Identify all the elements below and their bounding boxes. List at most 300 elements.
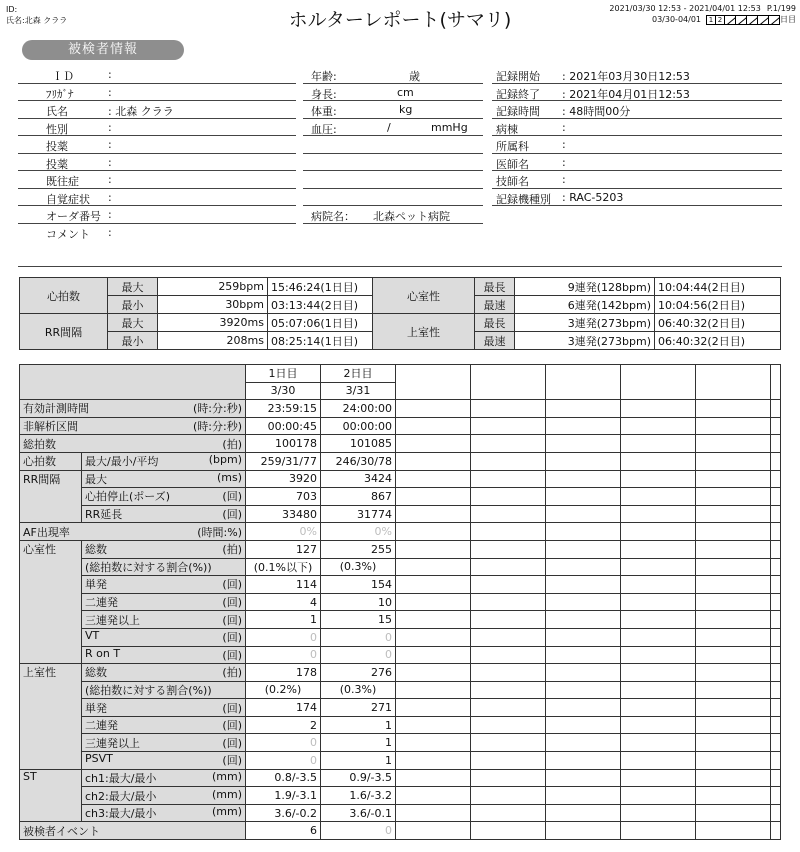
- stat-time: 06:40:32(2日目): [655, 314, 781, 332]
- stat-value: 6連発(142bpm): [515, 296, 655, 314]
- row-label-wrap: [85, 559, 242, 575]
- empty-day-cell: [471, 752, 546, 770]
- empty-day-cell: [471, 716, 546, 734]
- row-label-wrap: [85, 788, 242, 804]
- row-label-wrap: [85, 594, 242, 610]
- empty-day-cell: [696, 752, 771, 770]
- empty-day-cell: [471, 417, 546, 435]
- stat-type: 最大: [108, 278, 158, 296]
- row-unit: (回): [222, 719, 242, 733]
- info-label: 所属科: [496, 140, 529, 153]
- empty-day-cell: [696, 716, 771, 734]
- row-label-wrap: [23, 823, 242, 839]
- empty-day-cell: [471, 523, 546, 541]
- row-label-wrap: [85, 770, 242, 786]
- row-label-wrap: [85, 629, 242, 645]
- empty-day-cell: [396, 822, 471, 840]
- empty-day-cell: [696, 435, 771, 453]
- day2-value: 3.6/-0.1: [321, 804, 396, 822]
- empty-day-cell: [396, 646, 471, 664]
- empty-day-cell: [771, 435, 781, 453]
- empty-day-cell: [771, 593, 781, 611]
- empty-day-cell: [546, 822, 621, 840]
- stat-value: 208ms: [158, 332, 268, 350]
- stat-time: 15:46:24(1日目): [268, 278, 376, 296]
- row-sublabel: ch3:最大/最小: [85, 807, 157, 821]
- empty-day-cell: [771, 576, 781, 594]
- empty-day-cell: [621, 734, 696, 752]
- empty-day-cell: [546, 804, 621, 822]
- summary-row: [20, 593, 781, 611]
- empty-day-cell: [396, 540, 471, 558]
- row-unit: (mm): [211, 787, 242, 801]
- empty-day-cell: [696, 822, 771, 840]
- summary-row: [20, 523, 781, 541]
- day2-value: 276: [321, 664, 396, 682]
- header-record-info: [556, 3, 796, 25]
- row-label: [82, 470, 246, 488]
- day1-value: 703: [246, 488, 321, 506]
- empty-day-cell: [396, 505, 471, 523]
- empty-day-cell: [546, 470, 621, 488]
- empty-day-cell: [471, 593, 546, 611]
- row-label: [82, 540, 246, 558]
- info-value: : 北森 クララ: [108, 105, 174, 118]
- empty-day-cell: [546, 505, 621, 523]
- day1-value: 4: [246, 593, 321, 611]
- empty-day-cell: [471, 664, 546, 682]
- info-label: 技師名: [496, 175, 529, 188]
- empty-day-cell: [771, 769, 781, 787]
- summary-row: [20, 822, 781, 840]
- stat-time: 05:07:06(1日目): [268, 314, 376, 332]
- empty-day-cell: [621, 769, 696, 787]
- info-row-empty: [303, 154, 483, 172]
- day1-value: 1.9/-3.1: [246, 787, 321, 805]
- stat-type: 最小: [108, 332, 158, 350]
- empty-day-cell: [696, 593, 771, 611]
- row-label-wrap: [85, 717, 242, 733]
- stat-value: 30bpm: [158, 296, 268, 314]
- empty-day-cell: [696, 417, 771, 435]
- day2-value: 31774: [321, 505, 396, 523]
- info-value: :: [108, 190, 112, 204]
- stat-value: 259bpm: [158, 278, 268, 296]
- row-group: 総拍数: [23, 437, 56, 451]
- empty-day-cell: [621, 417, 696, 435]
- row-label-wrap: [85, 541, 242, 557]
- summary-row: [20, 435, 781, 453]
- day2-value: 3424: [321, 470, 396, 488]
- empty-day-cell: [471, 628, 546, 646]
- empty-day-cell: [771, 699, 781, 717]
- info-label: ﾌﾘｶﾞﾅ: [46, 87, 74, 101]
- info-label: 氏名: [46, 105, 68, 118]
- empty-day-cell: [621, 681, 696, 699]
- summary-row: [20, 699, 781, 717]
- row-sublabel: 三連発以上: [85, 736, 140, 750]
- info-value: :: [108, 173, 112, 186]
- row-unit: (bpm): [208, 453, 242, 467]
- empty-day-cell: [396, 558, 471, 576]
- empty-day-cell: [621, 822, 696, 840]
- empty-day-cell: [546, 716, 621, 734]
- day2-value: 0: [321, 646, 396, 664]
- summary-row: [20, 681, 781, 699]
- row-sublabel: 心拍停止(ポーズ): [85, 490, 171, 504]
- day1-value: 0: [246, 752, 321, 770]
- day2-value: 154: [321, 576, 396, 594]
- day-box-1: 1: [706, 15, 716, 25]
- day1-value: 0: [246, 646, 321, 664]
- day2-value: (0.3%): [321, 558, 396, 576]
- empty-day-cell: [621, 558, 696, 576]
- row-sublabel: ch2:最大/最小: [85, 789, 157, 803]
- row-unit: (回): [222, 736, 242, 750]
- report-title: ホルターレポート(サマリ): [288, 9, 512, 31]
- empty-day-cell: [696, 681, 771, 699]
- empty-day-cell: [621, 646, 696, 664]
- empty-day-column: [621, 365, 696, 400]
- summary-row: [20, 470, 781, 488]
- empty-day-cell: [546, 681, 621, 699]
- info-row: [492, 119, 782, 137]
- empty-day-cell: [471, 470, 546, 488]
- empty-day-cell: [621, 716, 696, 734]
- empty-day-cell: [471, 787, 546, 805]
- date-header: 3/31: [321, 382, 396, 400]
- row-sublabel: RR延長: [85, 508, 123, 522]
- age-label: 年齢:: [311, 70, 337, 83]
- empty-day-cell: [471, 822, 546, 840]
- empty-day-cell: [546, 593, 621, 611]
- empty-day-cell: [546, 488, 621, 506]
- empty-day-cell: [621, 787, 696, 805]
- day2-value: 0%: [321, 523, 396, 541]
- day1-value: 178: [246, 664, 321, 682]
- row-group: 有効計測時間: [23, 402, 89, 416]
- hospital-value: 北森ペット病院: [373, 210, 450, 223]
- row-group: 上室性: [20, 664, 82, 770]
- empty-day-cell: [546, 769, 621, 787]
- stat-time: 10:04:44(2日目): [655, 278, 781, 296]
- row-group: ST: [20, 769, 82, 822]
- info-label: 医師名: [496, 157, 529, 171]
- row-sublabel: 単発: [85, 701, 107, 715]
- empty-day-cell: [771, 505, 781, 523]
- day1-value: 0.8/-3.5: [246, 769, 321, 787]
- row-unit: (回): [222, 648, 242, 662]
- empty-day-cell: [471, 435, 546, 453]
- supraventricular-group-label: 上室性: [373, 314, 475, 350]
- empty-day-cell: [621, 505, 696, 523]
- row-group: 非解析区間: [23, 420, 78, 434]
- empty-day-cell: [771, 400, 781, 418]
- empty-day-cell: [471, 699, 546, 717]
- stat-type: 最小: [108, 296, 158, 314]
- row-label-wrap: [85, 682, 242, 698]
- row-unit: (回): [222, 578, 242, 592]
- row-label-wrap: [85, 488, 242, 504]
- info-row: [18, 224, 296, 242]
- day1-value: (0.1%以下): [246, 558, 321, 576]
- info-value: :: [108, 208, 112, 221]
- weight-unit: kg: [399, 103, 413, 116]
- day1-value: 3.6/-0.2: [246, 804, 321, 822]
- summary-row: [20, 628, 781, 646]
- day2-value: 24:00:00: [321, 400, 396, 418]
- stat-value: 3連発(273bpm): [515, 314, 655, 332]
- row-sublabel: 最大/最小/平均: [85, 455, 159, 469]
- row-label-wrap: [85, 612, 242, 628]
- row-label: [82, 558, 246, 576]
- hospital-label: 病院名：: [311, 210, 355, 223]
- empty-day-cell: [396, 435, 471, 453]
- summary-row: [20, 488, 781, 506]
- day2-value: 15: [321, 611, 396, 629]
- stat-type: 最速: [475, 296, 515, 314]
- row-label: [82, 611, 246, 629]
- empty-day-cell: [696, 628, 771, 646]
- row-label: [82, 628, 246, 646]
- info-label: 病棟: [496, 122, 518, 136]
- row-unit: (回): [222, 508, 242, 522]
- row-sublabel: ch1:最大/最小: [85, 771, 157, 785]
- day-header: 2日目: [321, 365, 396, 383]
- info-value: :: [562, 173, 566, 186]
- summary-row: [20, 611, 781, 629]
- empty-day-cell: [546, 417, 621, 435]
- row-unit: (回): [222, 613, 242, 627]
- empty-day-cell: [621, 400, 696, 418]
- info-row: [18, 171, 296, 189]
- day-box-hatched: [768, 15, 780, 25]
- empty-day-cell: [546, 576, 621, 594]
- info-row: [492, 154, 782, 172]
- hr-rr-stats-table: [19, 277, 376, 350]
- empty-day-cell: [396, 628, 471, 646]
- empty-day-cell: [696, 488, 771, 506]
- day2-value: 1: [321, 716, 396, 734]
- empty-day-cell: [696, 452, 771, 470]
- day2-value: 101085: [321, 435, 396, 453]
- empty-day-cell: [546, 664, 621, 682]
- row-label-wrap: [23, 436, 242, 452]
- rr-group-label: RR間隔: [20, 314, 108, 350]
- day1-value: 23:59:15: [246, 400, 321, 418]
- stat-time: 03:13:44(2日目): [268, 296, 376, 314]
- section-title-patient-info: 被検者情報: [22, 40, 184, 60]
- empty-day-column: [471, 365, 546, 400]
- info-row: [492, 66, 782, 84]
- row-label-wrap: [23, 418, 242, 434]
- empty-day-cell: [396, 576, 471, 594]
- day2-value: 10: [321, 593, 396, 611]
- empty-day-cell: [471, 804, 546, 822]
- stat-type: 最長: [475, 314, 515, 332]
- info-value: : 2021年04月01日12:53: [562, 87, 690, 101]
- row-sublabel: 二連発: [85, 596, 118, 610]
- day2-value: 867: [321, 488, 396, 506]
- empty-day-cell: [771, 804, 781, 822]
- day1-value: 259/31/77: [246, 452, 321, 470]
- empty-day-cell: [696, 664, 771, 682]
- row-label-wrap: [85, 752, 242, 768]
- empty-day-cell: [696, 734, 771, 752]
- stat-type: 最大: [108, 314, 158, 332]
- row-group: 被検者イベント: [23, 824, 100, 838]
- row-label: [82, 787, 246, 805]
- weight-label: 体重:: [311, 105, 337, 118]
- info-label: 自覚症状: [46, 192, 90, 206]
- summary-row: [20, 400, 781, 418]
- info-label: ＩＤ: [52, 70, 74, 83]
- empty-day-cell: [771, 540, 781, 558]
- row-unit: (回): [222, 490, 242, 504]
- row-sublabel: 最大: [85, 472, 107, 486]
- empty-day-cell: [546, 540, 621, 558]
- summary-table-body: [20, 400, 781, 840]
- empty-day-cell: [546, 699, 621, 717]
- row-label: [82, 681, 246, 699]
- empty-day-cell: [696, 769, 771, 787]
- empty-day-cell: [471, 769, 546, 787]
- empty-day-cell: [396, 417, 471, 435]
- info-label: 記録時間: [496, 105, 540, 118]
- empty-day-cell: [546, 734, 621, 752]
- stat-value: 9連発(128bpm): [515, 278, 655, 296]
- info-label: 記録機種別: [496, 192, 551, 206]
- row-label: [82, 646, 246, 664]
- row-label: [82, 452, 246, 470]
- row-unit: (mm): [211, 769, 242, 783]
- empty-day-cell: [696, 576, 771, 594]
- empty-day-cell: [396, 804, 471, 822]
- empty-day-cell: [396, 681, 471, 699]
- row-label-wrap: [85, 805, 242, 821]
- row-sublabel: (総拍数に対する割合(%)): [85, 683, 212, 697]
- row-sublabel: (総拍数に対する割合(%)): [85, 560, 212, 574]
- summary-row: [20, 664, 781, 682]
- empty-day-cell: [771, 523, 781, 541]
- day2-value: 0: [321, 628, 396, 646]
- stat-type: 最速: [475, 332, 515, 350]
- row-label: [82, 752, 246, 770]
- stat-value: 3920ms: [158, 314, 268, 332]
- empty-day-cell: [696, 540, 771, 558]
- empty-day-cell: [546, 787, 621, 805]
- day-box-2: 2: [715, 15, 725, 25]
- day-header: 1日目: [246, 365, 321, 383]
- info-row: [492, 84, 782, 102]
- bp-separator: /: [387, 120, 391, 134]
- row-unit: (時:分:秒): [193, 420, 242, 434]
- day1-value: 33480: [246, 505, 321, 523]
- day1-value: 174: [246, 699, 321, 717]
- empty-day-cell: [396, 593, 471, 611]
- day2-value: 00:00:00: [321, 417, 396, 435]
- empty-day-cell: [771, 787, 781, 805]
- row-label-wrap: [85, 735, 242, 751]
- info-row-height: [303, 84, 483, 102]
- empty-day-cell: [696, 646, 771, 664]
- info-value: :: [562, 138, 566, 151]
- info-value: :: [108, 120, 112, 134]
- date-header: 3/30: [246, 382, 321, 400]
- empty-day-cell: [471, 558, 546, 576]
- day-suffix: 日目: [780, 15, 796, 24]
- empty-day-cell: [696, 558, 771, 576]
- row-unit: (回): [222, 631, 242, 645]
- empty-day-cell: [696, 611, 771, 629]
- info-label: 投薬: [46, 157, 68, 171]
- info-row: [492, 189, 782, 207]
- info-label: コメント: [46, 227, 90, 241]
- day2-value: (0.3%): [321, 681, 396, 699]
- empty-day-cell: [396, 752, 471, 770]
- info-label: オーダ番号: [46, 210, 101, 223]
- summary-row: [20, 417, 781, 435]
- row-label: [82, 769, 246, 787]
- height-label: 身長:: [311, 87, 337, 101]
- row-sublabel: 単発: [85, 578, 107, 592]
- empty-day-cell: [396, 664, 471, 682]
- info-row-bp: [303, 119, 483, 137]
- empty-day-cell: [621, 576, 696, 594]
- summary-row: [20, 804, 781, 822]
- day2-value: 1: [321, 734, 396, 752]
- empty-day-cell: [546, 628, 621, 646]
- empty-day-cell: [621, 752, 696, 770]
- info-row-empty: [303, 136, 483, 154]
- row-unit: (回): [222, 701, 242, 715]
- summary-row: [20, 752, 781, 770]
- empty-day-cell: [471, 734, 546, 752]
- day2-value: 1.6/-3.2: [321, 787, 396, 805]
- row-group: 心室性: [20, 540, 82, 663]
- empty-day-column: [396, 365, 471, 400]
- day1-value: 3920: [246, 470, 321, 488]
- row-unit: (時間:%): [197, 525, 242, 539]
- empty-day-cell: [546, 646, 621, 664]
- empty-day-cell: [396, 716, 471, 734]
- empty-day-cell: [621, 540, 696, 558]
- info-value: :: [108, 155, 112, 169]
- empty-day-cell: [471, 505, 546, 523]
- row-label-wrap: [85, 576, 242, 592]
- info-value: :: [562, 120, 566, 134]
- row-label: [82, 488, 246, 506]
- empty-day-cell: [771, 716, 781, 734]
- summary-row: [20, 787, 781, 805]
- empty-day-cell: [621, 435, 696, 453]
- empty-day-cell: [696, 804, 771, 822]
- row-unit: (回): [222, 754, 242, 768]
- empty-day-cell: [396, 470, 471, 488]
- empty-day-cell: [621, 804, 696, 822]
- empty-day-cell: [546, 752, 621, 770]
- empty-day-cell: [471, 488, 546, 506]
- row-label: [82, 716, 246, 734]
- info-value: : 48時間00分: [562, 105, 631, 118]
- page-number: P.1/199: [766, 4, 796, 13]
- day1-value: 127: [246, 540, 321, 558]
- empty-day-cell: [396, 734, 471, 752]
- row-label: [82, 699, 246, 717]
- empty-day-cell: [396, 452, 471, 470]
- day1-value: 1: [246, 611, 321, 629]
- empty-day-cell: [771, 470, 781, 488]
